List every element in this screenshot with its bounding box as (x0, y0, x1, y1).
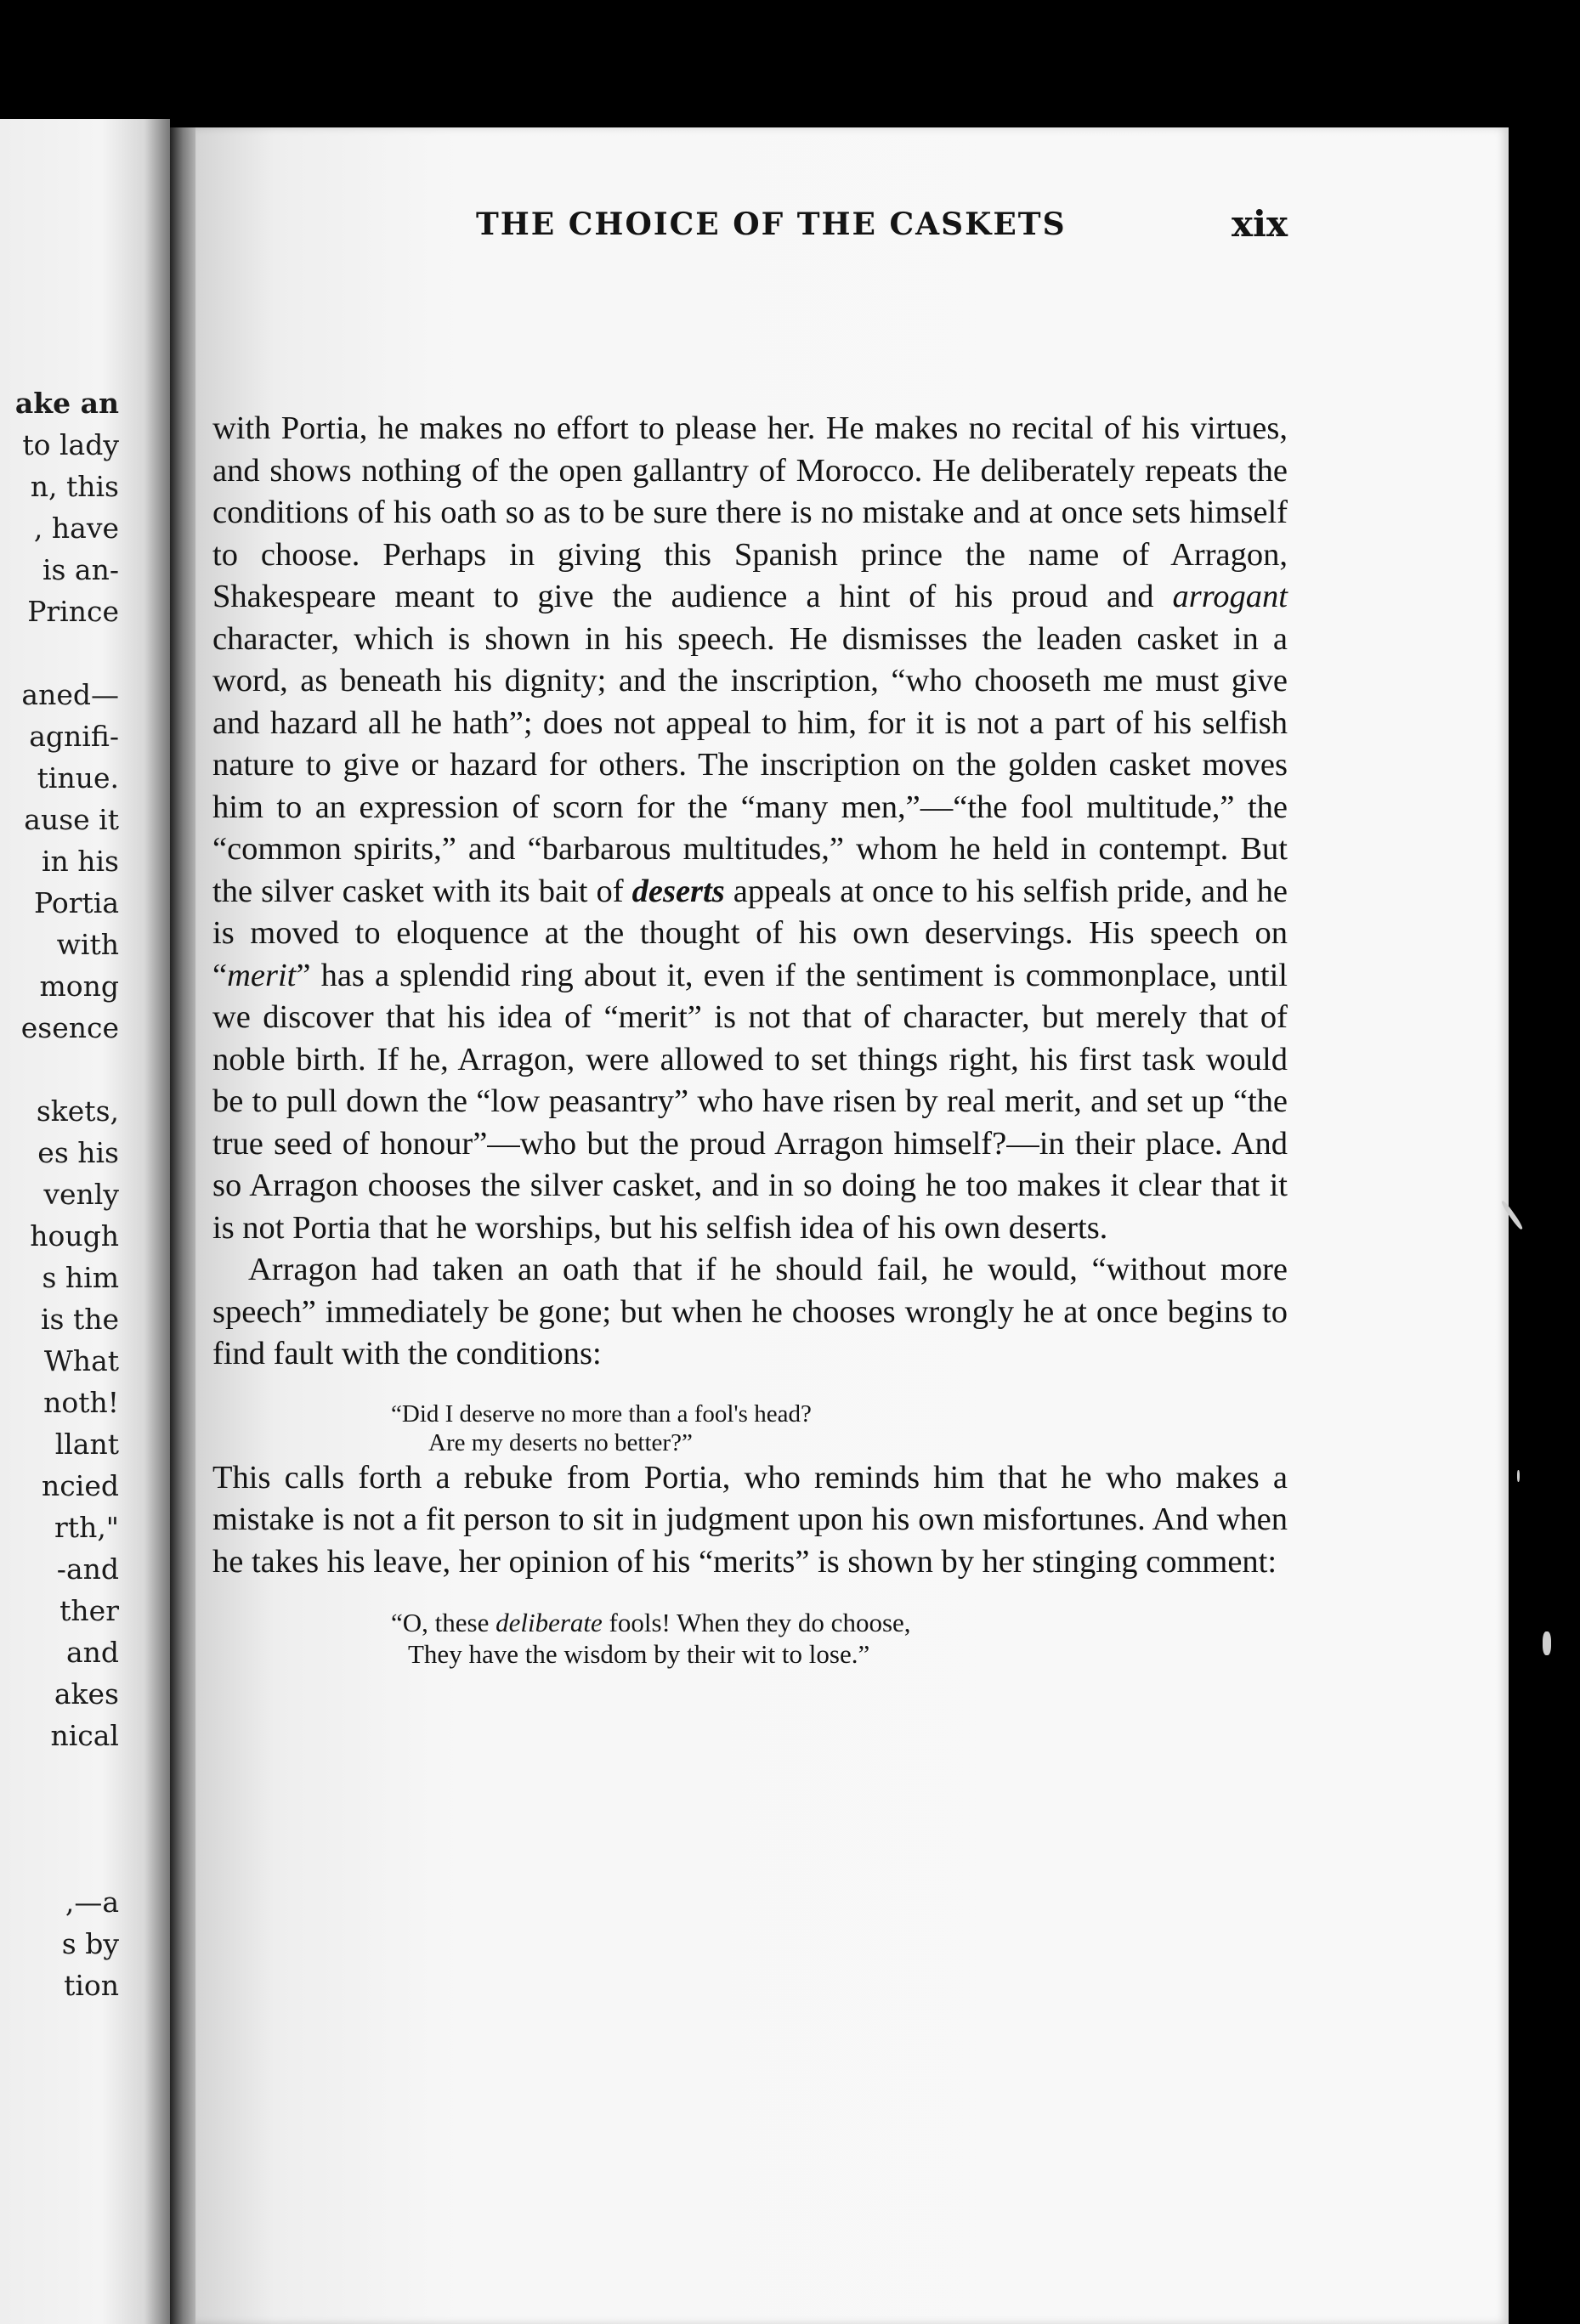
quote-line: “O, these deliberate fools! When they do choose, (391, 1608, 911, 1637)
quote-line: Are my deserts no better?” (428, 1428, 693, 1456)
left-page-line: Prince (27, 595, 119, 628)
left-page-line: es his (37, 1136, 119, 1169)
left-page-line: llant (54, 1428, 119, 1461)
left-page-line: tinue. (37, 761, 119, 794)
left-page-line: esence (20, 1011, 119, 1044)
running-head-title: THE CHOICE OF THE CASKETS (476, 206, 1067, 242)
left-page-text-fragments (0, 119, 119, 2158)
left-page-line: s him (42, 1261, 119, 1294)
page-number: xix (1231, 203, 1288, 245)
block-quote (391, 1607, 1288, 1670)
left-page-line: to lady (22, 428, 119, 461)
left-page-line: What (43, 1344, 119, 1377)
left-page-line: n, this (30, 470, 119, 503)
paragraph: Arragon had taken an oath that if he should fail, he would, “without more speech” immediately be gone; but when he chooses wrongly he at once begins to find fault with the conditions: (212, 1252, 1288, 1371)
left-page-line: is the (40, 1303, 119, 1336)
scan-speck (1543, 1631, 1551, 1655)
left-page-line: ause it (24, 803, 119, 836)
left-page-line: in his (41, 845, 119, 878)
left-page-line: tion (64, 1969, 119, 2002)
left-page-line: with (56, 928, 119, 961)
left-page-line: ,—a (65, 1886, 119, 1919)
left-page-line: skets, (36, 1094, 119, 1128)
left-page-line: agnifi- (29, 720, 119, 753)
quote-line: They have the wisdom by their wit to lose.” (408, 1639, 870, 1669)
left-page-line: noth! (43, 1386, 119, 1419)
left-page-line: Portia (34, 886, 119, 919)
quote-line: “Did I deserve no more than a fool's head? (391, 1399, 812, 1428)
left-page-line: mong (39, 970, 119, 1003)
paragraph: with Portia, he makes no effort to please her. He makes no recital of his virtues, and shows nothing of the open gallantry of Morocco. He deliberately repeats the conditions of his oath so as to be sure there is no mistake and at once sets himself to choose. Perhaps in giving this Spanish prince the name of Arragon, Shakespeare meant to give the audience a hint of his proud and arrogant character, which is shown in his speech. He dismisses the leaden casket in a word, as beneath his dignity; and the inscription, “who chooseth me must give and hazard all he hath”; does not appeal to him, for it is not a part of his selfish nature to give or hazard for others. The inscription on the golden casket moves him to an expression of scorn for the “many men,”—“the fool multitude,” the “common spirits,” and “barbarous multitudes,” whom he held in contempt. But the silver casket with its bait of deserts appeals at once to his selfish pride, and he is moved to eloquence at the thought of his own deservings. His speech on “merit” has a splendid ring about it, even if the sentiment is commonplace, until we discover that his idea of “merit” is not that of character, but merely that of noble birth. If he, Arragon, were allowed to set things right, his first task would be to pull down the “low peasantry” who have risen by real merit, and set up “the true seed of honour”—who but the proud Arragon himself?—in their place. And so Arragon chooses the silver casket, and in so doing he too makes it clear that it is not Portia that he worships, but his selfish idea of his own deserts. (212, 410, 1288, 1246)
left-page-line: venly (43, 1178, 119, 1211)
left-page-line: is an- (42, 553, 119, 586)
paragraph: This calls forth a rebuke from Portia, who reminds him that he who makes a mistake is not a fit person to sit in judgment upon his own misfortunes. And when he takes his leave, her opinion of his “merits” is shown by her stinging comment: (212, 1459, 1288, 1580)
left-page-line: ake an (14, 387, 119, 420)
left-page-line: -and (56, 1552, 119, 1586)
left-page-line: , have (33, 512, 119, 545)
left-page-line: aned— (21, 678, 119, 711)
left-page-line: ncied (42, 1469, 119, 1502)
left-page-line: hough (30, 1219, 119, 1252)
left-page-edge (0, 119, 170, 2324)
left-page-line: rth," (54, 1511, 119, 1544)
left-page-line: nical (50, 1719, 119, 1752)
page-body (212, 408, 1288, 1670)
running-head (285, 203, 1288, 249)
scan-speck (1517, 1470, 1520, 1482)
left-page-line: and (65, 1636, 119, 1669)
left-page-line: s by (61, 1927, 119, 1960)
left-page-line: akes (54, 1677, 119, 1710)
left-page-line: ther (59, 1594, 119, 1627)
block-quote (391, 1399, 1288, 1457)
